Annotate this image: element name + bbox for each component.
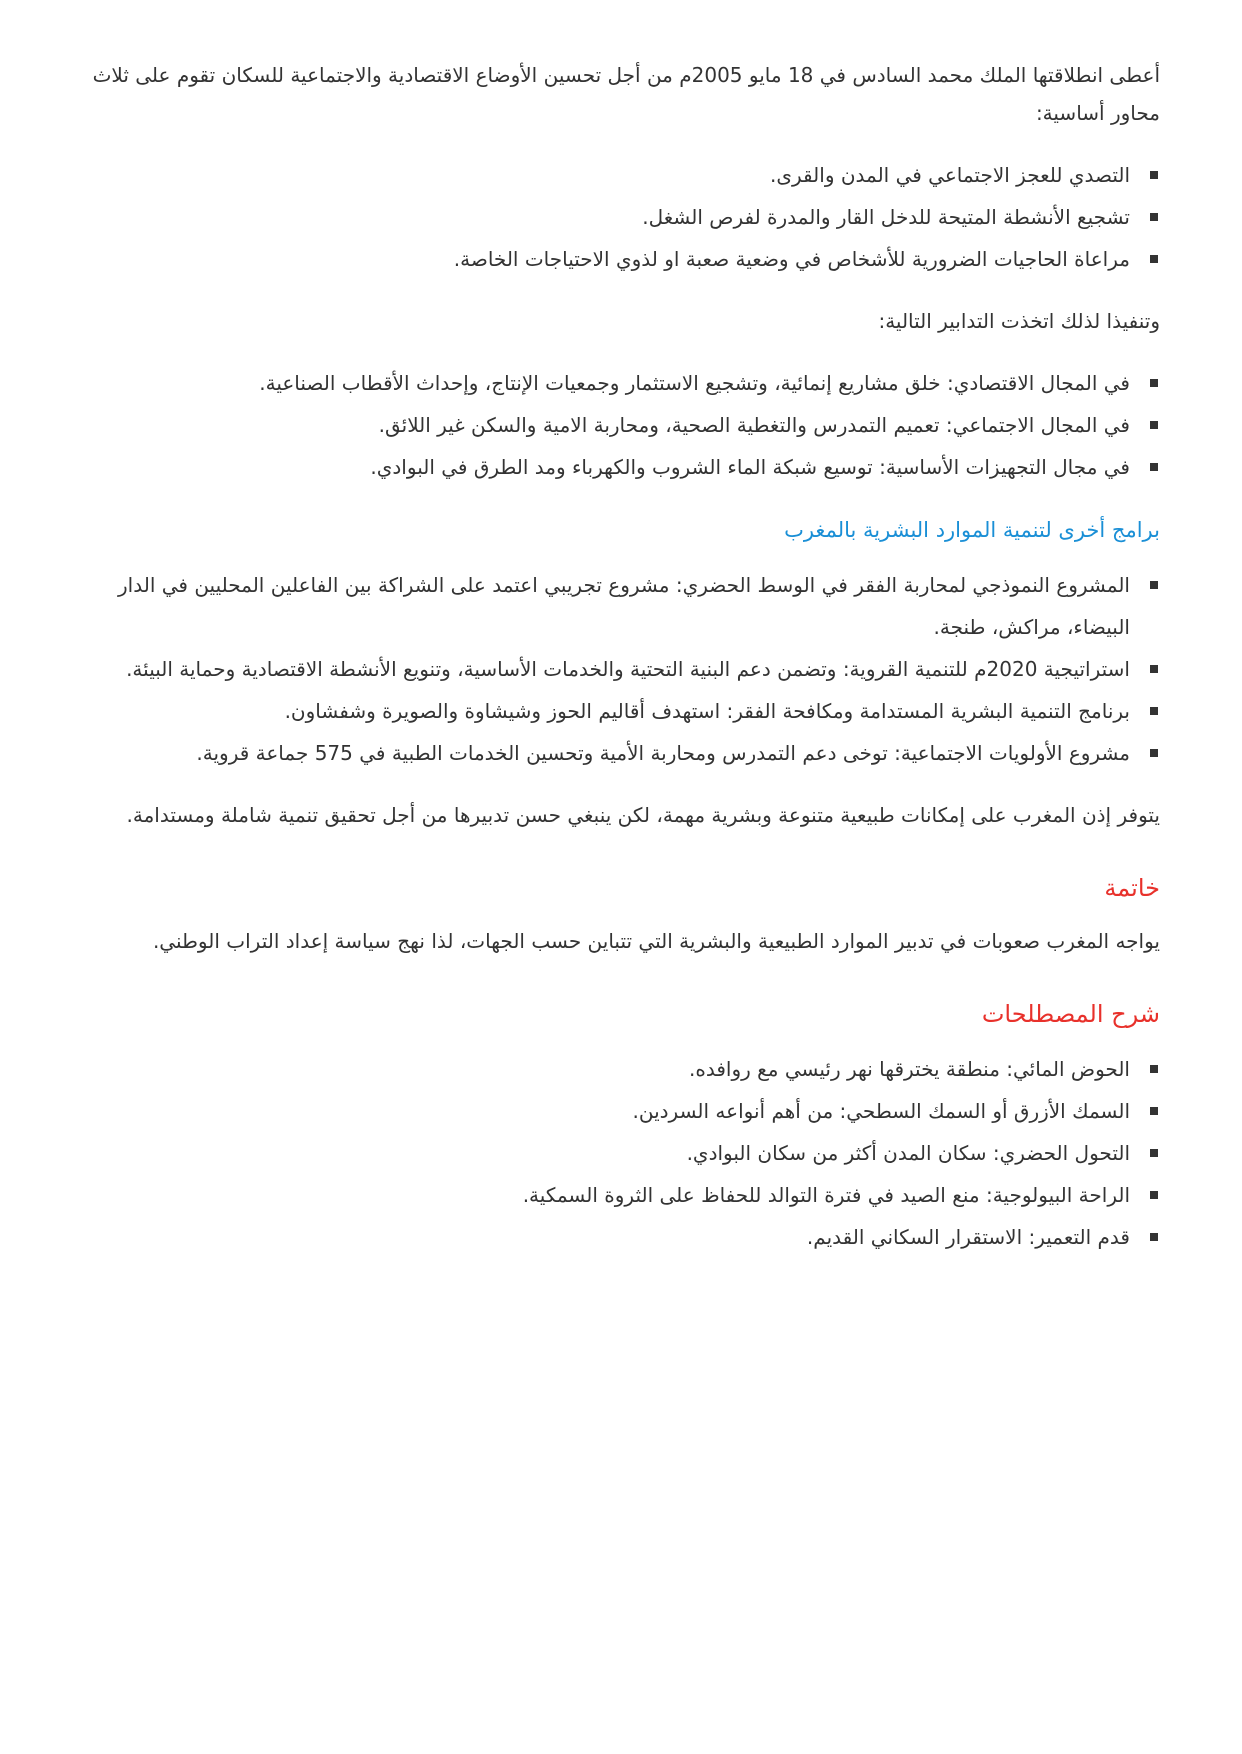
list-item — [82, 1090, 1130, 1132]
list-item — [82, 690, 1130, 732]
square-bullet-icon — [1150, 1233, 1158, 1241]
square-bullet-icon — [1150, 1149, 1158, 1157]
list-item — [82, 446, 1130, 488]
list-item — [82, 196, 1130, 238]
square-bullet-icon — [1150, 1107, 1158, 1115]
list-item-text: مشروع الأولويات الاجتماعية: توخى دعم التمدرس ومحاربة الأمية وتحسين الخدمات الطبية في 575 جماعة قروية. — [196, 741, 1130, 765]
square-bullet-icon — [1150, 379, 1158, 387]
list-item-text: المشروع النموذجي لمحاربة الفقر في الوسط الحضري: مشروع تجريبي اعتمد على الشراكة بين الفاعلين المحليين في الدار البيضاء، مراكش، طنجة. — [118, 573, 1130, 639]
list-item — [82, 154, 1130, 196]
list-item — [82, 564, 1130, 648]
programs-list — [82, 564, 1160, 774]
square-bullet-icon — [1150, 463, 1158, 471]
summary-paragraph: يتوفر إذن المغرب على إمكانات طبيعية متنوعة وبشرية مهمة، لكن ينبغي حسن تدبيرها من أجل تحقيق تنمية شاملة ومستدامة. — [126, 803, 1160, 827]
square-bullet-icon — [1150, 1065, 1158, 1073]
glossary-list — [82, 1048, 1160, 1258]
list-item — [82, 1216, 1130, 1258]
list-item-text: قدم التعمير: الاستقرار السكاني القديم. — [806, 1225, 1130, 1249]
square-bullet-icon — [1150, 581, 1158, 589]
square-bullet-icon — [1150, 421, 1158, 429]
list-item — [82, 1048, 1130, 1090]
measures-intro: وتنفيذا لذلك اتخذت التدابير التالية: — [878, 309, 1160, 333]
square-bullet-icon — [1150, 171, 1158, 179]
list-item-text: برنامج التنمية البشرية المستدامة ومكافحة الفقر: استهدف أقاليم الحوز وشيشاوة والصويرة وشفشاون. — [284, 699, 1130, 723]
square-bullet-icon — [1150, 749, 1158, 757]
list-item-text: السمك الأزرق أو السمك السطحي: من أهم أنواعه السردين. — [632, 1099, 1130, 1123]
square-bullet-icon — [1150, 1191, 1158, 1199]
list-item — [82, 362, 1130, 404]
glossary-heading: شرح المصطلحات — [981, 1000, 1160, 1028]
list-item-text: التحول الحضري: سكان المدن أكثر من سكان البوادي. — [686, 1141, 1130, 1165]
programs-heading: برامج أخرى لتنمية الموارد البشرية بالمغرب — [784, 518, 1160, 542]
square-bullet-icon — [1150, 255, 1158, 263]
list-item-text: تشجيع الأنشطة المتيحة للدخل القار والمدرة لفرص الشغل. — [642, 205, 1130, 229]
list-item-text: في المجال الاقتصادي: خلق مشاريع إنمائية، وتشجيع الاستثمار وجمعيات الإنتاج، وإحداث الأقطاب الصناعية. — [259, 371, 1130, 395]
intro-paragraph: أعطى انطلاقتها الملك محمد السادس في 18 مايو 2005م من أجل تحسين الأوضاع الاقتصادية والاجتماعية للسكان تقوم على ثلاث محاور أساسية: — [92, 63, 1160, 125]
list-item — [82, 404, 1130, 446]
list-item — [82, 1132, 1130, 1174]
list-item-text: في المجال الاجتماعي: تعميم التمدرس والتغطية الصحية، ومحاربة الامية والسكن غير اللائق. — [378, 413, 1130, 437]
square-bullet-icon — [1150, 707, 1158, 715]
axes-list — [82, 154, 1160, 280]
conclusion-paragraph: يواجه المغرب صعوبات في تدبير الموارد الطبيعية والبشرية التي تتباين حسب الجهات، لذا نهج سياسة إعداد التراب الوطني. — [152, 929, 1160, 953]
list-item — [82, 648, 1130, 690]
list-item-text: الراحة البيولوجية: منع الصيد في فترة التوالد للحفاظ على الثروة السمكية. — [522, 1183, 1130, 1207]
list-item-text: استراتيجية 2020م للتنمية القروية: وتضمن دعم البنية التحتية والخدمات الأساسية، وتنويع الأنشطة الاقتصادية وحماية البيئة. — [126, 657, 1130, 681]
list-item — [82, 238, 1130, 280]
list-item-text: في مجال التجهيزات الأساسية: توسيع شبكة الماء الشروب والكهرباء ومد الطرق في البوادي. — [370, 455, 1130, 479]
square-bullet-icon — [1150, 213, 1158, 221]
list-item-text: الحوض المائي: منطقة يخترقها نهر رئيسي مع روافده. — [689, 1057, 1130, 1081]
conclusion-heading: خاتمة — [1104, 874, 1160, 902]
square-bullet-icon — [1150, 665, 1158, 673]
list-item — [82, 732, 1130, 774]
list-item-text: مراعاة الحاجيات الضرورية للأشخاص في وضعية صعبة او لذوي الاحتياجات الخاصة. — [453, 247, 1130, 271]
list-item — [82, 1174, 1130, 1216]
list-item-text: التصدي للعجز الاجتماعي في المدن والقرى. — [770, 163, 1130, 187]
measures-list — [82, 362, 1160, 488]
